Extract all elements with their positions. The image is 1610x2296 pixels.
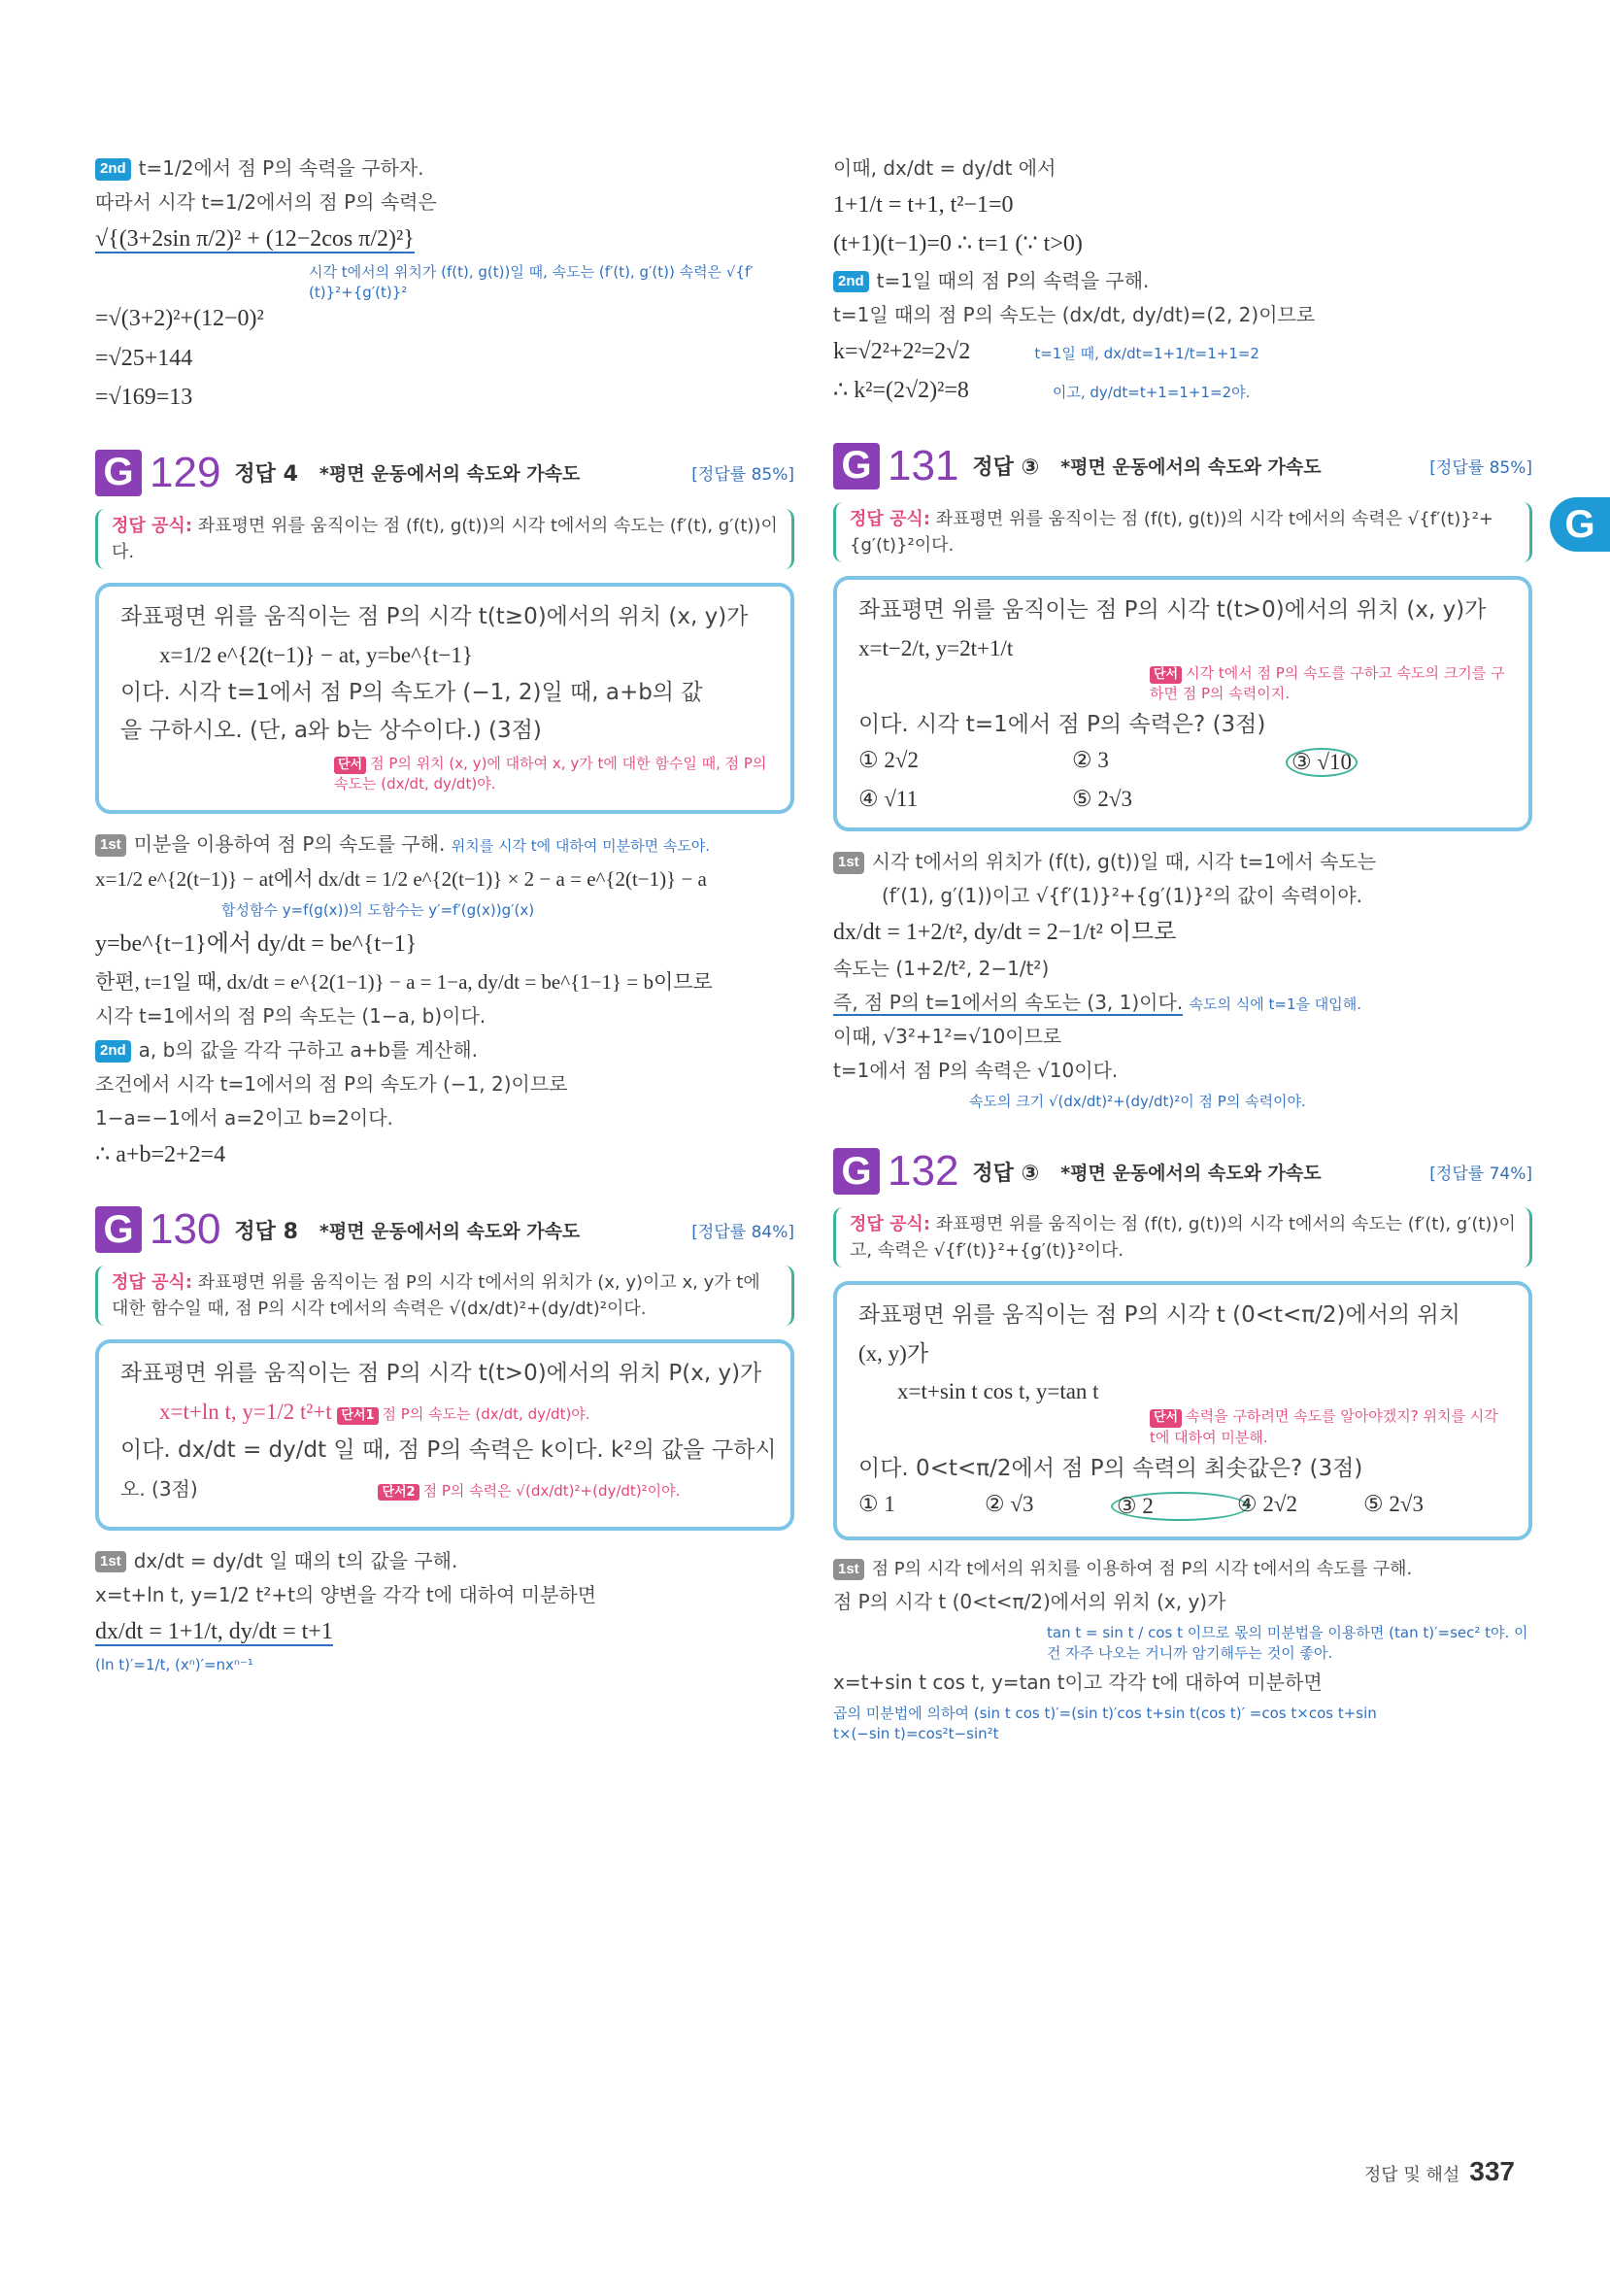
question-line: 이다. 시각 t=1에서 점 P의 속도가 (−1, 2)일 때, a+b의 값 (120, 679, 703, 705)
answer: 정답 ③ (972, 1161, 1040, 1186)
choice[interactable]: ① 2√2 (858, 747, 919, 772)
problem-header-129 (95, 449, 794, 497)
solution-line: =√(3+2)²+(12−0)² (95, 306, 264, 332)
solution-line: y=be^{t−1}에서 dy/dt = be^{t−1} (95, 931, 418, 958)
answer-formula: 정답 공식: 좌표평면 위를 움직이는 점 P의 시각 t에서의 위치가 (x, y)이고 x, y가 t에 대한 함수일 때, 점 P의 시각 t에서의 속력은 √(dx/dt)²+(dy/dt)²이다. (95, 1266, 794, 1326)
solution-line: x=t+sin t cos t, y=tan t이고 각각 t에 대하여 미분하면 (833, 1670, 1323, 1694)
solution-line: 시각 t=1에서의 점 P의 속도는 (1−a, b)이다. (95, 1004, 486, 1029)
question-line: 오. (3점) 단서2 점 P의 속력은 √(dx/dt)²+(dy/dt)²이야. (120, 1476, 681, 1501)
solution-line: 이때, √3²+1²=√10이므로 (833, 1025, 1062, 1049)
step-line: 2nd t=1/2에서 점 P의 속력을 구하자. (95, 155, 794, 182)
step-line: 1st 시각 t에서의 위치가 (f(t), g(t))일 때, 시각 t=1에서 속도는 (833, 849, 1532, 875)
choice[interactable]: ② √3 (985, 1491, 1034, 1516)
side-note: 시각 t에서의 위치가 (f(t), g(t))일 때, 속도는 (f′(t), g′(t)) 속력은 √{f′(t)}²+{g′(t)}² (309, 263, 754, 302)
question-line: x=t−2/t, y=2t+1/t (858, 635, 1014, 660)
question-line: 이다. 시각 t=1에서 점 P의 속력은? (3점) (858, 711, 1266, 737)
question-line: 이다. dx/dt = dy/dt 일 때, 점 P의 속력은 k이다. k²의 값을 구하시 (120, 1436, 777, 1463)
g-badge: G (833, 443, 880, 490)
g-badge: G (833, 1148, 880, 1195)
step-line: 1st dx/dt = dy/dt 일 때의 t의 값을 구해. (95, 1548, 794, 1574)
topic: *평면 운동에서의 속도와 가속도 (1060, 1162, 1322, 1184)
solution-line: k=√2²+2²=2√2 t=1일 때, dx/dt=1+1/t=1+1=2 (833, 338, 1259, 364)
answer: 정답 ③ (972, 456, 1040, 481)
answer-choices (858, 748, 1507, 812)
right-column (833, 155, 1532, 1744)
question-line: 좌표평면 위를 움직이는 점 P의 시각 t(t≥0)에서의 위치 (x, y)가 (120, 603, 749, 629)
g-badge: G (95, 450, 142, 496)
question-line: x=t+sin t cos t, y=tan t (897, 1379, 1099, 1404)
topic: *평면 운동에서의 속도와 가속도 (1060, 456, 1322, 479)
solution-line: 한편, t=1일 때, dx/dt = e^{2(1−1)} − a = 1−a, dy/dt = be^{1−1} = b이므로 (95, 969, 713, 994)
step-line: 1st 미분을 이용하여 점 P의 속도를 구해. 위치를 시각 t에 대하여 미분하면 속도야. (95, 831, 794, 858)
footer-text: 정답 및 해설 (1363, 2165, 1460, 2185)
answer: 정답 8 (234, 1219, 298, 1244)
solution-line: =√25+144 (95, 345, 193, 371)
question-box (833, 1281, 1532, 1539)
solution-line: t=1에서 점 P의 속력은 √10이다. (833, 1059, 1119, 1083)
solution-line: =√169=13 (95, 385, 193, 411)
solution-line: ∴ k²=(2√2)²=8 이고, dy/dt=t+1=1+1=2야. (833, 378, 1251, 404)
side-note: 곱의 미분법에 의하여 (sin t cos t)′=(sin t)′cos t+sin t(cos t)′ =cos t×cos t+sin t×(−sin t)=cos²t−sin²t (833, 1704, 1377, 1742)
chapter-tab[interactable]: G (1550, 497, 1610, 552)
topic: *평면 운동에서의 속도와 가속도 (319, 463, 581, 486)
problem-header-131 (833, 442, 1532, 490)
problem-header-130 (95, 1205, 794, 1254)
hint: 단서 점 P의 위치 (x, y)에 대하여 x, y가 t에 대한 함수일 때, 점 P의 속도는 (dx/dt, dy/dt)야. (334, 754, 767, 793)
question-line: x=t+ln t, y=1/2 t²+t 단서1 점 P의 속도는 (dx/dt, dy/dt)야. (159, 1400, 590, 1425)
solution-line: 즉, 점 P의 t=1에서의 속도는 (3, 1)이다. 속도의 식에 t=1을 대입해. (833, 991, 1362, 1015)
answer-choices (858, 1492, 1507, 1521)
choice[interactable]: ④ √11 (858, 786, 919, 811)
side-note: 속도의 크기 √(dx/dt)²+(dy/dt)²이 점 P의 속력이야. (969, 1093, 1306, 1111)
solution-line: 이때, dx/dt = dy/dt 에서 (833, 156, 1057, 180)
answer-formula: 정답 공식: 좌표평면 위를 움직이는 점 (f(t), g(t))의 시각 t에서의 속도는 (f′(t), g′(t))이다. (95, 509, 794, 569)
topic: *평면 운동에서의 속도와 가속도 (319, 1220, 581, 1242)
solution-line: (t+1)(t−1)=0 ∴ t=1 (∵ t>0) (833, 231, 1083, 257)
question-line: 이다. 0<t<π/2에서 점 P의 속력의 최솟값은? (3점) (858, 1455, 1363, 1481)
solution-line: x=1/2 e^{2(t−1)} − at에서 dx/dt = 1/2 e^{2(t−1)} × 2 − a = e^{2(t−1)} − a (95, 866, 707, 891)
g-badge: G (95, 1206, 142, 1253)
choice[interactable]: ④ 2√2 (1237, 1491, 1297, 1516)
page-number: 337 (1469, 2156, 1515, 2186)
solution-line: x=t+ln t, y=1/2 t²+t의 양변을 각각 t에 대하여 미분하면 (95, 1582, 597, 1606)
step-line: 2nd t=1일 때의 점 P의 속력을 구해. (833, 268, 1532, 294)
choice[interactable]: ⑤ 2√3 (1072, 786, 1132, 811)
choice-selected[interactable]: ③ 2 (1111, 1492, 1237, 1521)
solution-line: (f′(1), g′(1))이고 √{f′(1)}²+{g′(1)}²의 값이 속력이야. (882, 883, 1363, 907)
problem-header-132 (833, 1147, 1532, 1196)
choice[interactable]: ② 3 (1072, 747, 1109, 772)
problem-number: 129 (150, 448, 221, 496)
hint: 단서 속력을 구하려면 속도를 알아야겠지? 위치를 시각 t에 대하여 미분해. (1150, 1407, 1498, 1446)
solution-line: 점 P의 시각 t (0<t<π/2)에서의 위치 (x, y)가 (833, 1589, 1226, 1613)
question-box (833, 576, 1532, 831)
question-line: 을 구하시오. (단, a와 b는 상수이다.) (3점) (120, 717, 542, 743)
solution-line: 1+1/t = t+1, t²−1=0 (833, 192, 1014, 218)
question-line: x=1/2 e^{2(t−1)} − at, y=be^{t−1} (159, 642, 473, 667)
solution-line: dx/dt = 1+2/t², dy/dt = 2−1/t² 이므로 (833, 919, 1177, 945)
solution-line: 1−a=−1에서 a=2이고 b=2이다. (95, 1106, 393, 1131)
accuracy-rate: [정답률 85%] (691, 465, 794, 486)
side-note: tan t = sin t / cos t 이므로 몫의 미분법을 이용하면 (tan t)′=sec² t야. 이건 자주 나오는 거니까 암기해두는 것이 좋아. (1047, 1623, 1528, 1662)
choice-selected[interactable]: ③ √10 (1286, 748, 1358, 777)
side-note: 합성함수 y=f(g(x))의 도함수는 y′=f′(g(x))g′(x) (221, 901, 535, 920)
choice[interactable]: ① 1 (858, 1491, 895, 1516)
question-line: 좌표평면 위를 움직이는 점 P의 시각 t (0<t<π/2)에서의 위치 (858, 1302, 1460, 1329)
solution-line: 따라서 시각 t=1/2에서의 점 P의 속력은 (95, 190, 437, 214)
page-footer (1364, 2156, 1515, 2187)
step-tag: 2nd (95, 158, 131, 180)
question-line: 좌표평면 위를 움직이는 점 P의 시각 t(t>0)에서의 위치 (x, y)가 (858, 596, 1487, 623)
side-note: (ln t)′=1/t, (xⁿ)′=nxⁿ⁻¹ (95, 1655, 253, 1673)
choice[interactable]: ⑤ 2√3 (1363, 1491, 1424, 1516)
accuracy-rate: [정답률 84%] (691, 1222, 794, 1242)
problem-number: 130 (150, 1205, 221, 1254)
solution-line: 속도는 (1+2/t², 2−1/t²) (833, 957, 1050, 981)
hint: 단서 시각 t에서 점 P의 속도를 구하고 속도의 크기를 구하면 점 P의 속력이지. (1150, 663, 1505, 702)
step-line: 2nd a, b의 값을 각각 구하고 a+b를 계산해. (95, 1037, 794, 1064)
question-line: (x, y)가 (858, 1341, 929, 1367)
solution-line: dx/dt = 1+1/t, dy/dt = t+1 (95, 1618, 333, 1644)
solution-line: √{(3+2sin π/2)² + (12−2cos π/2)²} (95, 226, 415, 252)
problem-number: 131 (888, 441, 959, 490)
answer-formula: 정답 공식: 좌표평면 위를 움직이는 점 (f(t), g(t))의 시각 t에서의 속도는 (f′(t), g′(t))이고, 속력은 √{f′(t)}²+{g′(t)}²이다. (833, 1207, 1532, 1267)
question-box (95, 1339, 794, 1530)
accuracy-rate: [정답률 74%] (1429, 1164, 1532, 1184)
solution-line: ∴ a+b=2+2=4 (95, 1142, 226, 1168)
answer-formula: 정답 공식: 좌표평면 위를 움직이는 점 (f(t), g(t))의 시각 t에서의 속력은 √{f′(t)}²+{g′(t)}²이다. (833, 502, 1532, 562)
question-box (95, 583, 794, 814)
question-line: 좌표평면 위를 움직이는 점 P의 시각 t(t>0)에서의 위치 P(x, y)가 (120, 1361, 762, 1387)
accuracy-rate: [정답률 85%] (1429, 458, 1532, 479)
answer: 정답 4 (234, 462, 298, 488)
step-line: 1st 점 P의 시각 t에서의 위치를 이용하여 점 P의 시각 t에서의 속도를 구해. (833, 1558, 1532, 1581)
solution-line: t=1일 때의 점 P의 속도는 (dx/dt, dy/dt)=(2, 2)이므로 (833, 302, 1316, 326)
problem-number: 132 (888, 1147, 959, 1196)
solution-line: 조건에서 시각 t=1에서의 점 P의 속도가 (−1, 2)이므로 (95, 1072, 568, 1097)
left-column (95, 155, 794, 1675)
